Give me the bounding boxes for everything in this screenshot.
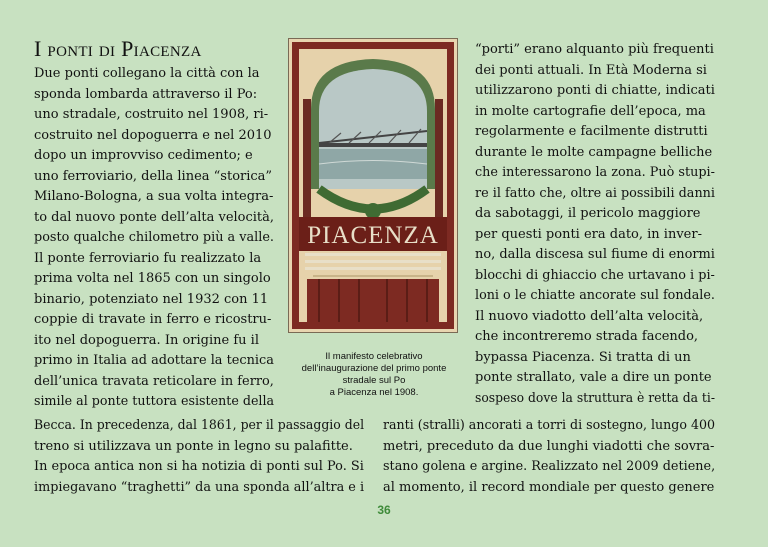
text-line: bypassa Piacenza. Si tratta di un bbox=[475, 349, 691, 365]
text-line: Il nuovo viadotto dell’alta velocità, bbox=[475, 308, 704, 324]
text-line: no, dalla discesa sul fiume di enormi bbox=[475, 247, 715, 262]
caption-line: stradale sul Po bbox=[342, 375, 406, 386]
page-number: 36 bbox=[377, 503, 391, 517]
text-line: dopo un improvviso cedimento; e bbox=[34, 148, 253, 163]
text-line: uno stradale, costruito nel 1908, ri- bbox=[34, 107, 269, 122]
text-line: costruito nel dopoguerra e nel 2010 bbox=[34, 127, 272, 143]
page-title: I ponti di Piacenza bbox=[34, 36, 202, 61]
text-line: In epoca antica non si ha notizia di ponti sul Po. Si bbox=[34, 459, 364, 474]
text-line: loni o le chiatte ancorate sul fondale. bbox=[475, 288, 715, 303]
text-line: coppie di travate in ferro e ricostru- bbox=[34, 312, 272, 327]
text-line: utilizzarono ponti di chiatte, indicati bbox=[475, 83, 715, 98]
text-line: sponda lombarda attraverso il Po: bbox=[34, 86, 258, 102]
text-line: to dal nuovo ponte dell’alta velocità, bbox=[34, 209, 275, 225]
text-line: che interessarono la zona. Può stupi- bbox=[475, 165, 715, 180]
text-line: simile al ponte tuttora esistente della bbox=[34, 394, 275, 409]
text-line: durante le molte campagne belliche bbox=[475, 144, 713, 160]
text-line: sospeso dove la struttura è retta da ti- bbox=[475, 390, 715, 406]
text-line: primo in Italia ad adottare la tecnica bbox=[34, 353, 274, 368]
text-line: per questi ponti era dato, in inver- bbox=[475, 226, 702, 242]
text-line: in molte cartografie dell’epoca, ma bbox=[475, 103, 706, 119]
text-line: prima volta nel 1865 con un singolo bbox=[34, 271, 271, 286]
poster-caption bbox=[286, 351, 462, 399]
text-line: Milano-Bologna, a sua volta integra- bbox=[34, 189, 274, 204]
poster-title: PIACENZA bbox=[307, 222, 439, 249]
text-line: blocchi di ghiaccio che urtavano i pi- bbox=[475, 267, 715, 283]
text-line: impiegavano “traghetti” da una sponda all’altra e i bbox=[34, 479, 365, 495]
poster-image bbox=[288, 38, 458, 333]
text-line: regolarmente e facilmente distrutti bbox=[475, 124, 708, 139]
text-line: “porti” erano alquanto più frequenti bbox=[475, 42, 714, 57]
caption-line: Il manifesto celebrativo bbox=[325, 351, 423, 362]
text-line: stano golena e argine. Realizzato nel 2009 detiene, bbox=[383, 459, 716, 474]
text-line: dell’unica travata reticolare in ferro, bbox=[34, 373, 274, 389]
text-line: dei ponti attuali. In Età Moderna si bbox=[475, 62, 707, 78]
text-line: Il ponte ferroviario fu realizzato la bbox=[34, 250, 262, 266]
text-line: metri, preceduto da due lunghi viadotti che sovra- bbox=[383, 438, 715, 454]
text-line: uno ferroviario, della linea “storica” bbox=[34, 168, 273, 184]
text-line: posto qualche chilometro più a valle. bbox=[34, 230, 274, 245]
caption-line: dell’inaugurazione del primo ponte bbox=[301, 363, 447, 374]
text-line: Due ponti collegano la città con la bbox=[34, 66, 260, 81]
poster-illustration bbox=[289, 39, 457, 332]
text-line: da sabotaggi, il pericolo maggiore bbox=[475, 206, 701, 221]
text-line: ranti (stralli) ancorati a torri di sostegno, lungo 400 bbox=[383, 418, 716, 433]
text-line: re il fatto che, oltre ai possibili danni bbox=[475, 185, 716, 201]
text-line: Becca. In precedenza, dal 1861, per il passaggio del bbox=[34, 418, 365, 433]
text-line: treno si utilizzava un ponte in legno su palafitte. bbox=[34, 438, 353, 454]
text-line: ito nel dopoguerra. In origine fu il bbox=[34, 332, 259, 348]
caption-line: a Piacenza nel 1908. bbox=[329, 387, 419, 398]
text-line: binario, potenziato nel 1932 con 11 bbox=[34, 291, 269, 307]
text-line: al momento, il record mondiale per questo genere bbox=[383, 479, 715, 495]
text-line: ponte strallato, vale a dire un ponte bbox=[475, 370, 712, 385]
text-line: che incontreremo strada facendo, bbox=[475, 329, 699, 344]
